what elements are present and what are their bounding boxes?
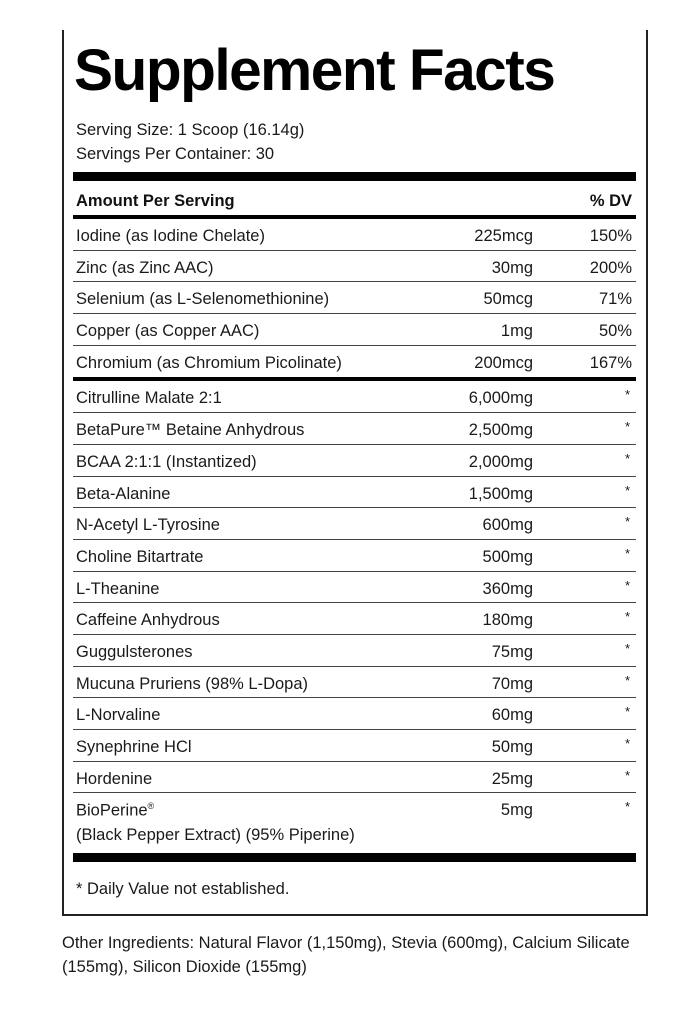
table-row bbox=[73, 508, 636, 540]
ingredient-dv: * bbox=[624, 545, 630, 561]
table-row bbox=[73, 251, 636, 283]
ingredient-dv: * bbox=[624, 482, 630, 498]
footnote: * Daily Value not established. bbox=[76, 880, 290, 898]
table-row bbox=[73, 381, 636, 413]
minerals-section bbox=[73, 219, 636, 377]
table-row bbox=[73, 346, 636, 378]
ingredient-dv: * bbox=[624, 514, 630, 530]
ingredient-name: Hordenine bbox=[76, 769, 153, 788]
ingredient-dv: * bbox=[624, 767, 630, 783]
ingredient-name: Citrulline Malate 2:1 bbox=[76, 389, 222, 408]
table-row bbox=[73, 762, 636, 794]
ingredient-amount: 1,500mg bbox=[468, 484, 533, 503]
ingredient-dv: 200% bbox=[589, 258, 632, 277]
registered-mark: ® bbox=[147, 801, 155, 812]
ingredients-section bbox=[73, 381, 636, 793]
ingredient-amount: 75mg bbox=[491, 642, 533, 661]
amount-per-serving-header: Amount Per Serving bbox=[76, 192, 235, 210]
ingredient-dv: * bbox=[624, 419, 630, 435]
ingredient-name: BetaPure™ Betaine Anhydrous bbox=[76, 421, 305, 440]
ingredient-amount: 50mcg bbox=[483, 290, 533, 309]
ingredient-name: Synephrine HCl bbox=[76, 738, 192, 756]
ingredient-dv: * bbox=[624, 799, 630, 815]
table-row bbox=[73, 445, 636, 477]
ingredient-dv: 150% bbox=[589, 227, 632, 245]
table-row bbox=[73, 477, 636, 509]
ingredient-amount: 1mg bbox=[500, 322, 533, 341]
ingredient-amount: 2,500mg bbox=[468, 421, 533, 440]
ingredient-dv: * bbox=[624, 609, 630, 625]
thick-divider-top bbox=[73, 172, 636, 181]
ingredient-dv: * bbox=[624, 672, 630, 688]
ingredient-name: N-Acetyl L-Tyrosine bbox=[76, 516, 220, 535]
table-row bbox=[73, 603, 636, 635]
ingredient-name: Mucuna Pruriens (98% L-Dopa) bbox=[76, 674, 309, 693]
ingredient-name: Iodine (as Iodine Chelate) bbox=[76, 227, 265, 245]
ingredient-dv: 71% bbox=[598, 290, 632, 309]
table-row bbox=[73, 698, 636, 730]
ingredient-name: L-Norvaline bbox=[76, 706, 161, 725]
table-row bbox=[73, 635, 636, 667]
panel-title: Supplement Facts bbox=[74, 38, 555, 103]
other-ingredients: Other Ingredients: Natural Flavor (1,150mg), Stevia (600mg), Calcium Silicate (155mg), Silicon Dioxide (155mg) bbox=[62, 934, 630, 976]
ingredient-amount: 6,000mg bbox=[468, 389, 533, 408]
ingredient-amount: 180mg bbox=[482, 611, 533, 630]
ingredient-name: Chromium (as Chromium Picolinate) bbox=[76, 353, 342, 372]
ingredient-name: Selenium (as L-Selenomethionine) bbox=[76, 290, 330, 309]
table-row bbox=[73, 413, 636, 445]
ingredient-dv: * bbox=[624, 704, 630, 720]
dv-header: % DV bbox=[589, 192, 632, 210]
ingredient-name-line2: (Black Pepper Extract) (95% Piperine) bbox=[76, 826, 355, 845]
ingredient-amount: 60mg bbox=[491, 706, 533, 725]
table-row bbox=[73, 282, 636, 314]
ingredient-dv: * bbox=[624, 736, 630, 751]
ingredient-name: Copper (as Copper AAC) bbox=[76, 322, 260, 341]
serving-size: Serving Size: 1 Scoop (16.14g) bbox=[76, 121, 305, 139]
ingredient-amount: 200mcg bbox=[474, 353, 533, 372]
ingredient-amount: 500mg bbox=[482, 547, 533, 566]
table-row bbox=[73, 219, 636, 251]
ingredient-amount: 600mg bbox=[482, 516, 533, 535]
table-row bbox=[73, 540, 636, 572]
ingredient-amount: 30mg bbox=[491, 258, 533, 277]
facts-table bbox=[73, 219, 636, 847]
supplement-facts-panel bbox=[62, 30, 648, 916]
table-row bbox=[73, 314, 636, 346]
ingredient-name: BCAA 2:1:1 (Instantized) bbox=[76, 452, 257, 471]
ingredient-amount: 360mg bbox=[482, 579, 533, 598]
table-row bbox=[73, 730, 636, 762]
ingredient-dv: * bbox=[624, 577, 630, 593]
ingredient-name: L-Theanine bbox=[76, 579, 160, 598]
ingredient-amount: 2,000mg bbox=[468, 452, 533, 471]
ingredient-name: Choline Bitartrate bbox=[76, 547, 204, 566]
thick-divider-bottom bbox=[73, 853, 636, 862]
table-row-bioperine bbox=[73, 793, 636, 847]
ingredient-dv: 167% bbox=[589, 353, 632, 372]
ingredient-name: Guggulsterones bbox=[76, 642, 193, 661]
ingredient-name: Zinc (as Zinc AAC) bbox=[76, 258, 214, 277]
table-row bbox=[73, 572, 636, 604]
ingredient-amount: 25mg bbox=[491, 769, 533, 788]
table-row bbox=[73, 667, 636, 699]
ingredient-amount: 50mg bbox=[491, 738, 533, 756]
servings-per-container: Servings Per Container: 30 bbox=[76, 145, 275, 163]
ingredient-amount: 70mg bbox=[491, 674, 533, 693]
ingredient-name: Beta-Alanine bbox=[76, 484, 171, 503]
ingredient-name: Caffeine Anhydrous bbox=[76, 611, 220, 630]
ingredient-amount: 5mg bbox=[500, 801, 533, 820]
ingredient-amount: 225mcg bbox=[474, 227, 533, 245]
ingredient-dv: 50% bbox=[598, 322, 632, 341]
ingredient-dv: * bbox=[624, 387, 630, 403]
ingredient-name: BioPerine® bbox=[76, 801, 155, 820]
ingredient-dv: * bbox=[624, 640, 630, 656]
ingredient-dv: * bbox=[624, 450, 630, 466]
